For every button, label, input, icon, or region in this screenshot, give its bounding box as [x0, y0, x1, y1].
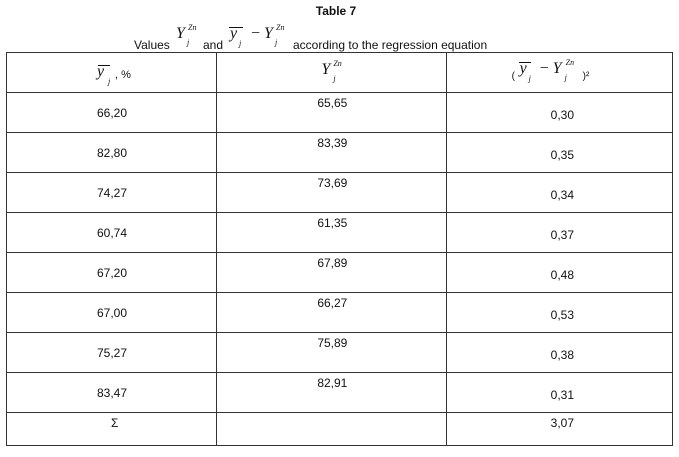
caption-prefix: Values: [134, 38, 170, 52]
cell-Y-zn: 82,91: [317, 376, 348, 390]
table-row: [7, 333, 673, 373]
sum-row: [7, 413, 673, 446]
cell-squared-difference: 0,35: [550, 148, 575, 162]
cell-squared-difference: 0,53: [550, 308, 575, 322]
table-title: Table 7: [315, 4, 357, 18]
caption-suffix: according to the regression equation: [293, 38, 488, 52]
regression-table: [6, 52, 673, 446]
header-squared-difference: ( y j − Y Zn j )²: [446, 53, 672, 93]
sum-value: 3,07: [550, 416, 575, 430]
sum-empty-cell: [217, 413, 446, 446]
header-y-percent: y j , %: [7, 53, 217, 93]
table-row: [7, 373, 673, 413]
cell-Y-zn: 67,89: [317, 256, 348, 270]
cell-squared-difference: 0,31: [550, 388, 575, 402]
table-row: [7, 93, 673, 133]
header-Y-symbol: Y: [321, 61, 331, 78]
cell-y: 67,20: [97, 266, 128, 280]
cell-y: 60,74: [97, 226, 128, 240]
cell-y: 66,20: [97, 106, 128, 120]
cell-y: 75,27: [97, 346, 128, 360]
cell-squared-difference: 0,34: [550, 188, 575, 202]
table-row: [7, 293, 673, 333]
cell-Y-zn: 65,65: [317, 96, 348, 110]
caption-middle: and: [203, 38, 224, 52]
header-y-symbol: y: [97, 63, 105, 80]
cell-Y-zn: 73,69: [317, 176, 348, 190]
cell-y: 74,27: [97, 186, 128, 200]
cell-Y-zn: 66,27: [317, 296, 348, 310]
header-row: [7, 53, 673, 93]
sum-label: Σ: [111, 416, 119, 430]
table-row: [7, 133, 673, 173]
header-y-unit: , %: [115, 69, 131, 81]
cell-y: 82,80: [97, 146, 128, 160]
table-row: [7, 173, 673, 213]
cell-y: 67,00: [97, 306, 128, 320]
table-row: [7, 213, 673, 253]
cell-squared-difference: 0,38: [550, 348, 575, 362]
cell-Y-zn: 83,39: [317, 136, 348, 150]
table-row: [7, 253, 673, 293]
cell-Y-zn: 75,89: [317, 336, 348, 350]
caption-difference: y j − Y Zn j: [230, 23, 285, 48]
cell-Y-zn: 61,35: [317, 216, 348, 230]
cell-squared-difference: 0,30: [550, 108, 575, 122]
cell-squared-difference: 0,48: [550, 268, 575, 282]
header-Y-zn: Y Zn j: [217, 53, 446, 93]
cell-y: 83,47: [97, 386, 128, 400]
caption-Y-symbol: Y Zn j: [176, 23, 197, 47]
cell-squared-difference: 0,37: [550, 228, 575, 242]
